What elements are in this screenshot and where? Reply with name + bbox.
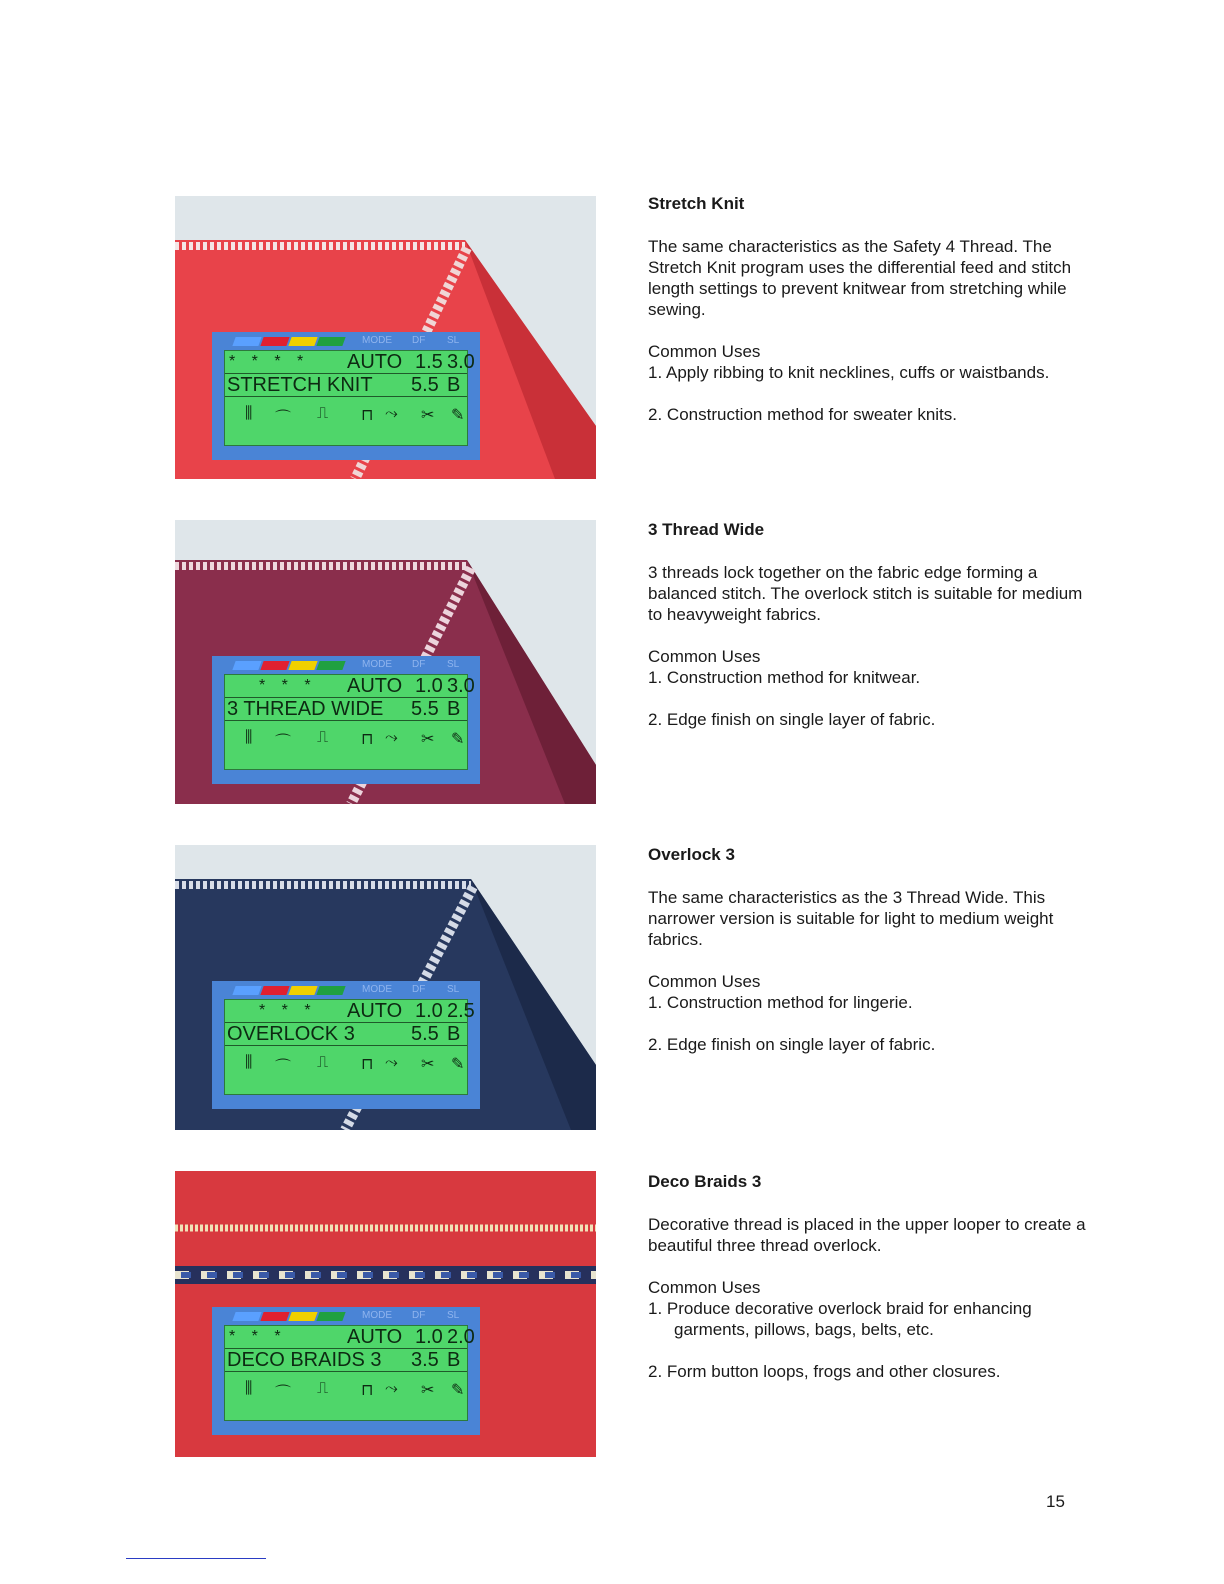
common-uses-label: Common Uses (648, 972, 761, 991)
needle-icon: ⫼ (245, 729, 253, 746)
scissors-icon: ✂ (421, 1382, 435, 1399)
lever-icon: ⤳ (385, 405, 398, 422)
pen-icon: ✎ (451, 731, 465, 748)
section-description: The same characteristics as the Safety 4 Thread. The Stretch Knit program uses the differential feed and stitch length settings to prevent knitwear from stretching while sewing. (648, 237, 1072, 319)
looper-icon: ⊓ (361, 1382, 374, 1399)
looper-icon: ⊓ (361, 731, 374, 748)
common-uses-label: Common Uses (648, 342, 761, 361)
three-thread-wide-photo (175, 520, 596, 804)
list-item: 1. Apply ribbing to knit necklines, cuffs or waistbands. (648, 363, 1050, 382)
pull-icon: ⌒ (275, 734, 292, 751)
looper-icon: ⊓ (361, 407, 374, 424)
list-item: 2. Construction method for sweater knits. (648, 405, 957, 424)
uses-list (648, 992, 1088, 1055)
list-item: 1. Produce decorative overlock braid for enhancing garments, pillows, bags, belts, etc. (648, 1299, 1032, 1339)
lcd-panel: MODE DF SL * * * AUTO 1.0 2.5 OVERLOCK 3 5.5 B ⫼ ⌒ ⎍ ⊓ ⤳ ✂ ✎ (212, 981, 480, 1109)
uses-list (648, 667, 1088, 730)
scissors-icon: ✂ (421, 407, 435, 424)
list-item: 1. Construction method for lingerie. (648, 993, 913, 1012)
scissors-icon: ✂ (421, 1056, 435, 1073)
list-item: 2. Form button loops, frogs and other closures. (648, 1362, 1001, 1381)
section-title: Stretch Knit (648, 194, 745, 213)
presser-foot-icon: ⎍ (317, 1380, 329, 1397)
overlock-3-photo (175, 845, 596, 1130)
stretch-knit-photo (175, 196, 596, 479)
three-thread-wide-section (648, 519, 1088, 751)
pen-icon: ✎ (451, 1056, 465, 1073)
lcd-panel: MODE DF SL * * * AUTO 1.0 3.0 3 THREAD WIDE 5.5 B ⫼ ⌒ ⎍ ⊓ ⤳ ✂ ✎ (212, 656, 480, 784)
lever-icon: ⤳ (385, 1380, 398, 1397)
list-item: 2. Edge finish on single layer of fabric. (648, 710, 936, 729)
lcd-panel: MODE DF SL * * * * AUTO 1.5 3.0 STRETCH KNIT 5.5 B ⫼ ⌒ ⎍ ⊓ ⤳ ✂ ✎ (212, 332, 480, 460)
lever-icon: ⤳ (385, 729, 398, 746)
common-uses-label: Common Uses (648, 647, 761, 666)
section-description: Decorative thread is placed in the upper looper to create a beautiful three thread overlock. (648, 1215, 1086, 1255)
common-uses-label: Common Uses (648, 1278, 761, 1297)
list-item: 2. Edge finish on single layer of fabric. (648, 1035, 936, 1054)
scissors-icon: ✂ (421, 731, 435, 748)
lever-icon: ⤳ (385, 1054, 398, 1071)
section-description: The same characteristics as the 3 Thread Wide. This narrower version is suitable for light to medium weight fabrics. (648, 888, 1054, 949)
pull-icon: ⌒ (275, 410, 292, 427)
deco-braids-3-section (648, 1171, 1088, 1403)
presser-foot-icon: ⎍ (317, 1054, 329, 1071)
needle-icon: ⫼ (245, 1054, 253, 1071)
pen-icon: ✎ (451, 407, 465, 424)
deco-braids-3-photo (175, 1171, 596, 1457)
pen-icon: ✎ (451, 1382, 465, 1399)
pull-icon: ⌒ (275, 1385, 292, 1402)
lcd-panel: MODE DF SL * * * AUTO 1.0 2.0 DECO BRAIDS 3 3.5 B ⫼ ⌒ ⎍ ⊓ ⤳ ✂ ✎ (212, 1307, 480, 1435)
section-title: Deco Braids 3 (648, 1172, 762, 1191)
section-title: Overlock 3 (648, 845, 735, 864)
needle-icon: ⫼ (245, 1380, 253, 1397)
pull-icon: ⌒ (275, 1059, 292, 1076)
list-item: 1. Construction method for knitwear. (648, 668, 921, 687)
uses-list (648, 362, 1088, 425)
stretch-knit-section (648, 193, 1088, 446)
section-title: 3 Thread Wide (648, 520, 765, 539)
page-number: 15 (1046, 1492, 1065, 1511)
looper-icon: ⊓ (361, 1056, 374, 1073)
uses-list (648, 1298, 1088, 1382)
presser-foot-icon: ⎍ (317, 405, 329, 422)
footer-divider (126, 1558, 266, 1559)
needle-icon: ⫼ (245, 405, 253, 422)
section-description: 3 threads lock together on the fabric edge forming a balanced stitch. The overlock stitch is suitable for medium to heavyweight fabrics. (648, 563, 1083, 624)
overlock-3-section (648, 844, 1088, 1076)
presser-foot-icon: ⎍ (317, 729, 329, 746)
